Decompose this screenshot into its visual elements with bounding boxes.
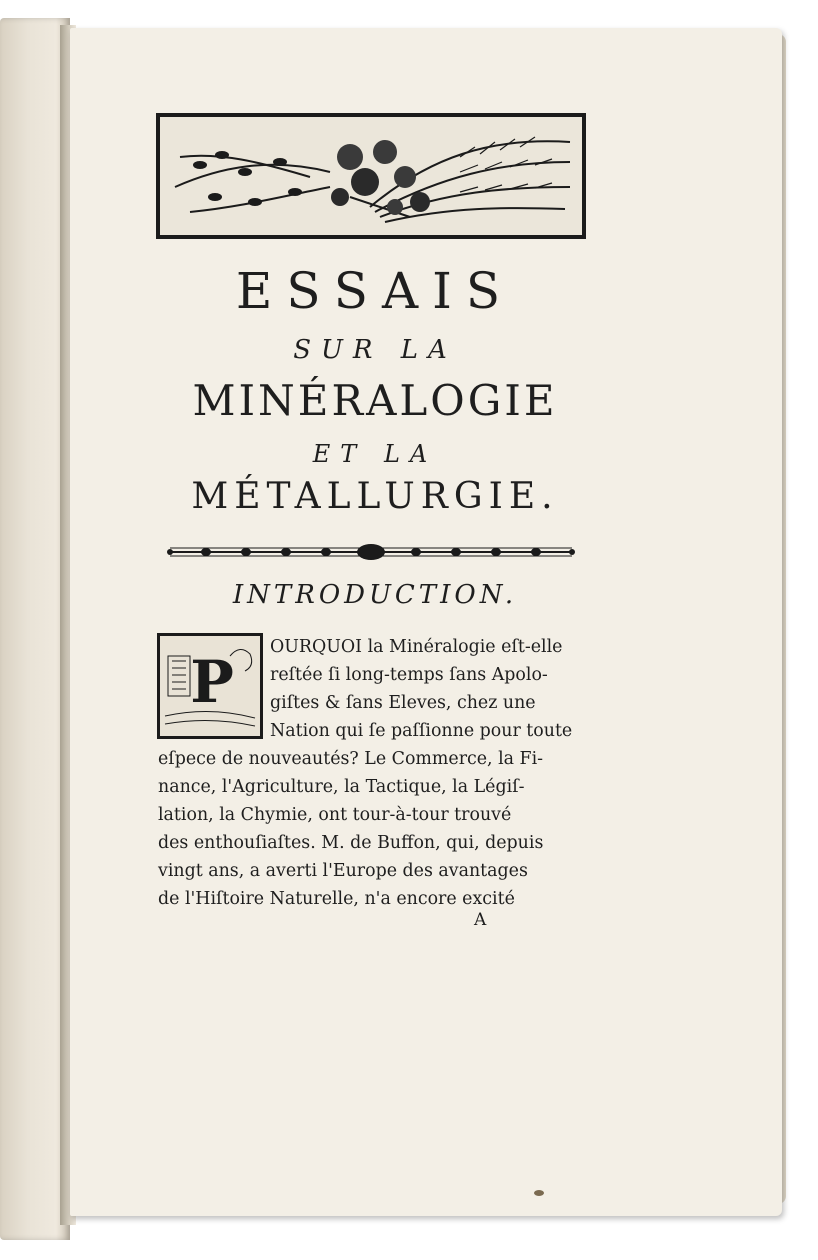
text-line-4: Nation qui ſe paſſionne pour toute	[270, 721, 573, 741]
floral-headpiece-icon	[156, 113, 586, 239]
signature-mark: A	[474, 910, 487, 930]
section-heading: INTRODUCTION.	[232, 580, 518, 610]
svg-text:P: P	[190, 648, 234, 716]
paper-stain	[534, 1190, 544, 1196]
text-line-2: reſtée ſi long-temps ſans Apolo-	[270, 665, 548, 685]
title-mineralogie: MINÉRALOGIE	[192, 376, 558, 425]
text-line-3: giſtes & ſans Eleves, chez une	[270, 693, 536, 713]
text-line-7: lation, la Chymie, ont tour-à-tour trouvé	[158, 805, 512, 825]
title-metallurgie: MÉTALLURGIE.	[191, 476, 559, 517]
title-et-la: ET LA	[312, 440, 438, 468]
text-line-1: OURQUOI la Minéralogie eſt-elle	[270, 637, 563, 657]
text-line-9: vingt ans, a averti l'Europe des avantages	[158, 861, 528, 881]
title-essais: ESSAIS	[235, 262, 515, 320]
body-text	[158, 633, 582, 913]
title-sur-la: SUR LA	[293, 335, 457, 365]
text-line-6: nance, l'Agriculture, la Tactique, la Légiſ-	[158, 777, 525, 797]
text-line-10: de l'Hiſtoire Naturelle, n'a encore excité	[158, 889, 515, 909]
text-line-5: eſpece de nouveautés? Le Commerce, la Fi-	[158, 749, 544, 769]
ornamental-rule-icon	[166, 541, 576, 563]
text-line-8: des enthouſiaſtes. M. de Buffon, qui, depuis	[158, 833, 544, 853]
